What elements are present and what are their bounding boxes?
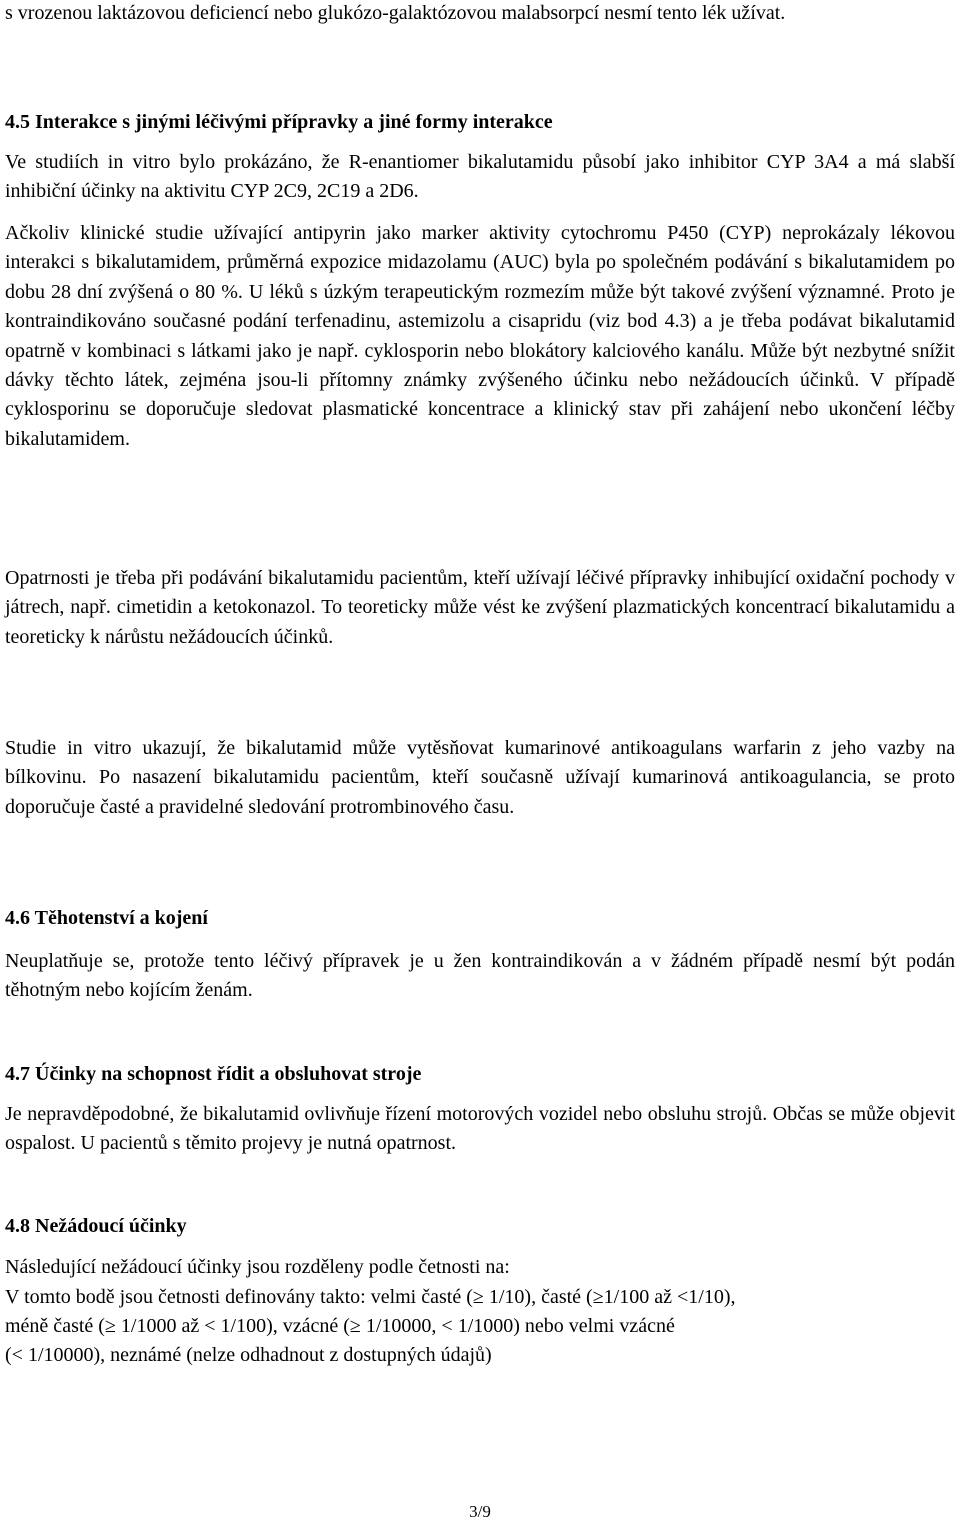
section-4-5-paragraph-3: Opatrnosti je třeba při podávání bikalutamidu pacientům, kteří užívají léčivé přípravky inhibující oxidační pochody v játrech, např. cimetidin a ketokonazol. To teoreticky může vést ke zvýšení plazmatických koncentrací bikalutamidu a teoreticky k nárůstu nežádoucích účinků. — [5, 567, 955, 648]
section-4-7-paragraph: Je nepravděpodobné, že bikalutamid ovlivňuje řízení motorových vozidel nebo obsluhu strojů. Občas se může objevit ospalost. U pacientů s těmito projevy je nutná opatrnost. — [5, 1103, 955, 1155]
section-heading-4-7: 4.7 Účinky na schopnost řídit a obsluhovat stroje — [5, 1063, 422, 1085]
section-heading-4-8: 4.8 Nežádoucí účinky — [5, 1215, 187, 1237]
section-4-8-line-1: Následující nežádoucí účinky jsou rozděleny podle četnosti na: — [5, 1256, 510, 1278]
section-4-8-line-3: méně časté (≥ 1/1000 až < 1/100), vzácné (≥ 1/10000, < 1/1000) nebo velmi vzácné — [5, 1315, 675, 1337]
section-heading-4-6: 4.6 Těhotenství a kojení — [5, 907, 208, 929]
section-4-8-line-2: V tomto bodě jsou četnosti definovány takto: velmi časté (≥ 1/10), časté (≥1/100 až <1/10), — [5, 1286, 736, 1308]
section-4-8-line-4: (< 1/10000), neznámé (nelze odhadnout z dostupných údajů) — [5, 1344, 492, 1366]
section-4-5-paragraph-1: Ve studiích in vitro bylo prokázáno, že R-enantiomer bikalutamidu působí jako inhibitor CYP 3A4 a má slabší inhibiční účinky na aktivitu CYP 2C9, 2C19 a 2D6. — [5, 151, 955, 203]
section-heading-4-5: 4.5 Interakce s jinými léčivými přípravky a jiné formy interakce — [5, 111, 553, 133]
intro-paragraph: s vrozenou laktázovou deficiencí nebo glukózo-galaktózovou malabsorpcí nesmí tento lék užívat. — [5, 2, 786, 24]
section-4-6-paragraph: Neuplatňuje se, protože tento léčivý přípravek je u žen kontraindikován a v žádném případě nesmí být podán těhotným nebo kojícím ženám. — [5, 950, 955, 1002]
section-4-5-paragraph-2: Ačkoliv klinické studie užívající antipyrin jako marker aktivity cytochromu P450 (CYP) neprokázaly lékovou interakci s bikalutamidem, průměrná expozice midazolamu (AUC) byla po společném podávání s bikalutamidem po dobu 28 dní zvýšená o 80 %. U léků s úzkým terapeutickým rozmezím může být takové zvýšení významné. Proto je kontraindikováno současné podání terfenadinu, astemizolu a cisapridu (viz bod 4.3) a je třeba podávat bikalutamid opatrně v kombinaci s látkami jako je např. cyklosporin nebo blokátory kalciového kanálu. Může být nezbytné snížit dávky těchto látek, zejména jsou-li přítomny známky zvýšeného účinku nebo nežádoucích účinků. V případě cyklosporinu se doporučuje sledovat plasmatické koncentrace a klinický stav při zahájení nebo ukončení léčby bikalutamidem. — [5, 222, 955, 450]
page-number: 3/9 — [469, 1502, 491, 1521]
section-4-5-paragraph-4: Studie in vitro ukazují, že bikalutamid může vytěsňovat kumarinové antikoagulans warfarin z jeho vazby na bílkovinu. Po nasazení bikalutamidu pacientům, kteří současně užívají kumarinová antikoagulancia, se proto doporučuje časté a pravidelné sledování protrombinového času. — [5, 737, 955, 818]
